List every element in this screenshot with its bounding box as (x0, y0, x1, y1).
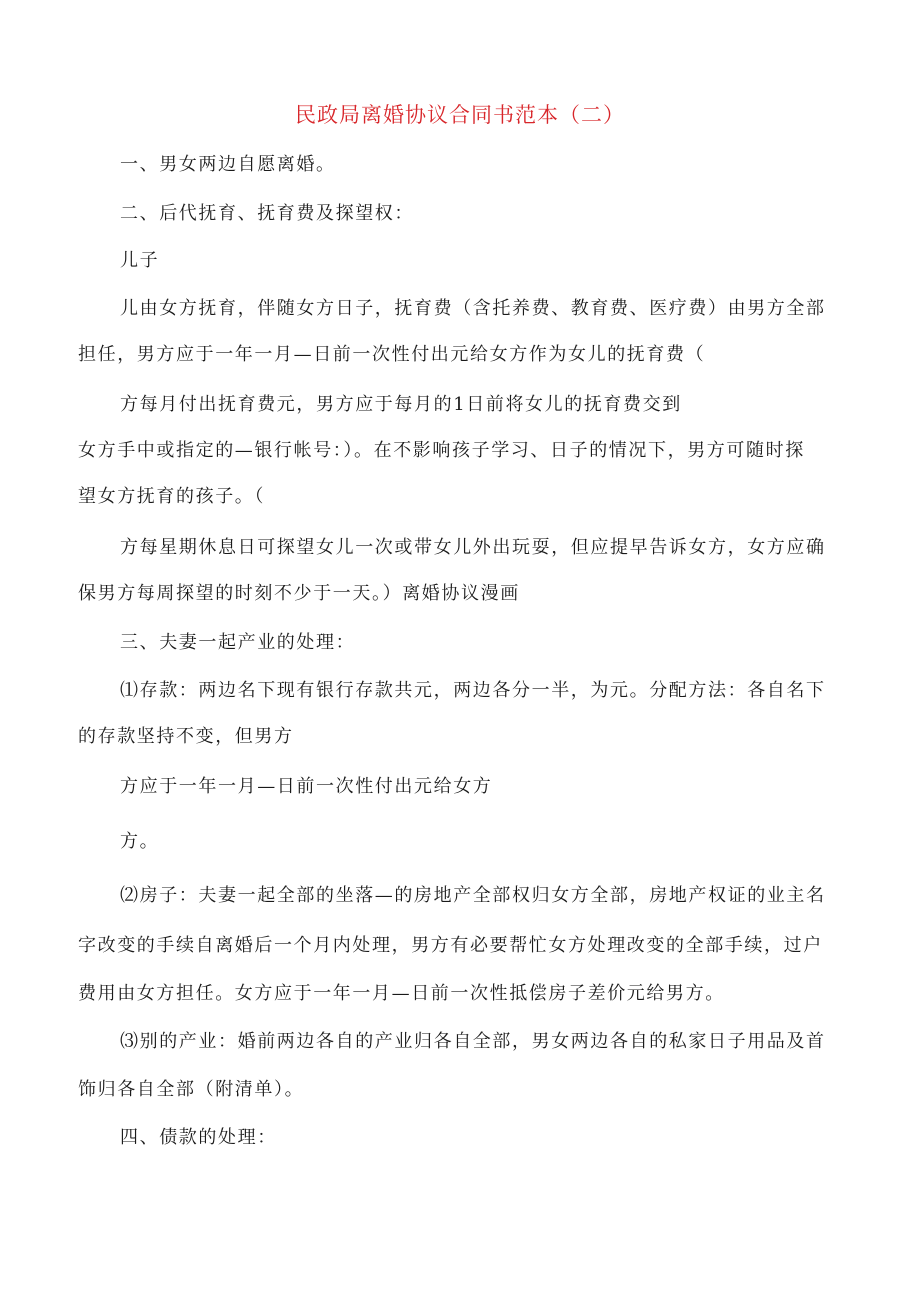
paragraph-line: ⑴存款：两边名下现有银行存款共元，两边各分一半，为元。分配方法：各自名下 (120, 680, 826, 701)
paragraph-line: 一、男女两边自愿离婚。 (120, 154, 336, 175)
paragraph-line: 三、夫妻一起产业的处理： (120, 632, 356, 653)
paragraph-line: 方。 (120, 831, 160, 852)
document-title: 民政局离婚协议合同书范本（二） (295, 103, 625, 127)
paragraph-line: 饰归各自全部（附清单）。 (78, 1079, 305, 1100)
paragraph-line: 保男方每周探望的时刻不少于一天。）离婚协议漫画 (78, 583, 520, 604)
paragraph-line: 费用由女方担任。女方应于一年一月—日前一次性抵偿房子差价元给男方。 (78, 983, 725, 1004)
paragraph-line: 字改变的手续自离婚后一个月内处理，男方有必要帮忙女方处理改变的全部手续，过户 (78, 935, 823, 956)
paragraph-line: 的存款坚持不变，但男方 (78, 726, 294, 747)
paragraph-line: ⑶别的产业：婚前两边各自的产业归各自全部，男女两边各自的私家日子用品及首 (120, 1031, 826, 1052)
paragraph-line: 儿子 (120, 250, 160, 271)
paragraph-line: ⑵房子：夫妻一起全部的坐落—的房地产全部权归女方全部，房地产权证的业主名 (120, 885, 826, 906)
paragraph-line: 四、债款的处理： (120, 1127, 277, 1148)
paragraph-line: 儿由女方抚育，伴随女方日子，抚育费（含托养费、教育费、医疗费）由男方全部 (120, 298, 826, 319)
paragraph-line: 二、后代抚育、抚育费及探望权： (120, 203, 414, 224)
paragraph-line: 担任，男方应于一年一月—日前一次性付出元给女方作为女儿的抚育费（ (78, 344, 706, 365)
paragraph-line: 望女方抚育的孩子。（ (78, 486, 265, 507)
paragraph-line: 方应于一年一月—日前一次性付出元给女方 (120, 776, 493, 797)
paragraph-line: 方每月付出抚育费元，男方应于每月的1日前将女儿的抚育费交到 (120, 394, 682, 415)
paragraph-line: 女方手中或指定的—银行帐号：）。在不影响孩子学习、日子的情况下，男方可随时探 (78, 440, 805, 461)
paragraph-line: 方每星期休息日可探望女儿一次或带女儿外出玩耍，但应提早告诉女方，女方应确 (120, 537, 826, 558)
